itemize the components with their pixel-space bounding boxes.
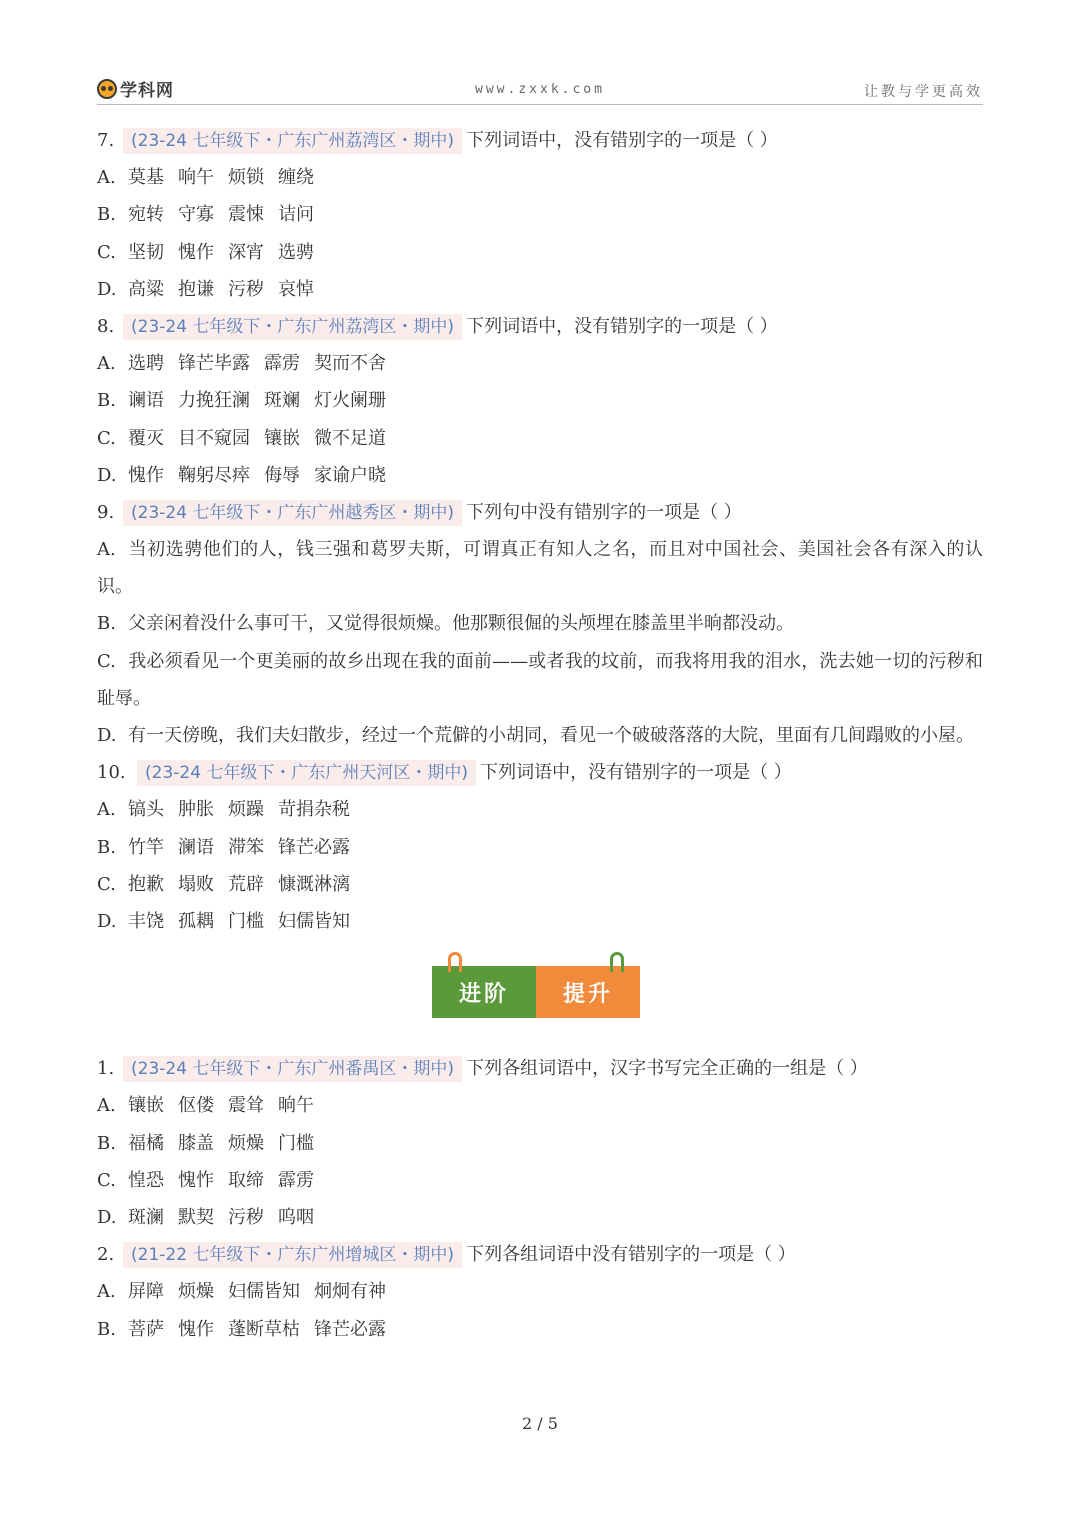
binder-clip-icon bbox=[448, 952, 462, 972]
question-8: 8. (23-24 七年级下・广东广州荔湾区・期中) 下列词语中，没有错别字的一项是（ ） bbox=[97, 308, 983, 345]
question-9: 9. (23-24 七年级下・广东广州越秀区・期中) 下列句中没有错别字的一项是（ ） bbox=[97, 494, 983, 531]
option-a: A. 莫基 响午 烦锁 缠绕 bbox=[97, 167, 314, 189]
question-7: 7. (23-24 七年级下・广东广州荔湾区・期中) 下列词语中，没有错别字的一项是（ ） bbox=[97, 122, 983, 159]
source-tag: (23-24 七年级下・广东广州越秀区・期中) bbox=[123, 500, 462, 526]
option-b: B. 父亲闲着没什么事可干，又觉得很烦燥。他那颗很倔的头颅埋在膝盖里半晌都没动。 bbox=[97, 613, 794, 635]
slogan: 让教与学更高效 bbox=[864, 84, 983, 100]
option-b: B. 福橘 膝盖 烦燥 门槛 bbox=[97, 1132, 314, 1154]
option-d: D. 丰饶 孤耦 门槛 妇儒皆知 bbox=[97, 911, 350, 933]
question-stem: 下列词语中，没有错别字的一项是（ ） bbox=[466, 130, 778, 151]
option-a: A. 当初选骋他们的人，钱三强和葛罗夫斯，可谓真正有知人之名，而且对中国社会、美国社会各有深入的认识。 bbox=[97, 539, 983, 598]
option-d: D. 愧作 鞠躬尽瘁 侮辱 家谕户晓 bbox=[97, 464, 386, 486]
option-d: D. 有一天傍晚，我们夫妇散步，经过一个荒僻的小胡同，看见一个破破落落的大院，里面有几间蹋败的小屋。 bbox=[97, 725, 974, 747]
option-b: B. 竹竿 澜语 滞笨 锋芒必露 bbox=[97, 836, 350, 858]
source-tag: (23-24 七年级下・广东广州荔湾区・期中) bbox=[123, 314, 462, 340]
page-header bbox=[97, 74, 983, 105]
source-tag: (23-24 七年级下・广东广州天河区・期中) bbox=[137, 760, 476, 786]
question-stem: 下列词语中，没有错别字的一项是（ ） bbox=[466, 315, 778, 337]
logo-text: 学科网 bbox=[120, 81, 174, 101]
question-advanced-2: 2. (21-22 七年级下・广东广州增城区・期中) 下列各组词语中没有错别字的一项是（ ） bbox=[97, 1236, 983, 1273]
option-c: C. 覆灭 目不窥园 镶嵌 微不足道 bbox=[97, 427, 386, 449]
option-c: C. 我必须看见一个更美丽的故乡出现在我的面前——或者我的坟前，而我将用我的泪水，洗去她一切的污秽和耻辱。 bbox=[97, 650, 983, 709]
banner-right-label: 提升 bbox=[536, 966, 640, 1018]
question-stem: 下列句中没有错别字的一项是（ ） bbox=[466, 501, 742, 523]
option-c: C. 抱歉 塌败 荒辟 慷溉淋漓 bbox=[97, 873, 350, 895]
question-content bbox=[97, 122, 983, 1348]
source-tag: (21-22 七年级下・广东广州增城区・期中) bbox=[123, 1242, 462, 1268]
option-b: B. 宛转 守寡 震悚 诘问 bbox=[97, 204, 314, 226]
question-stem: 下列各组词语中没有错别字的一项是（ ） bbox=[466, 1244, 796, 1266]
option-c: C. 坚韧 愧作 深宵 选骋 bbox=[97, 241, 314, 263]
banner-left-label: 进阶 bbox=[432, 966, 536, 1018]
source-tag: (23-24 七年级下・广东广州荔湾区・期中) bbox=[123, 128, 462, 154]
site-url: www.zxxk.com bbox=[475, 82, 605, 97]
binder-clip-icon bbox=[610, 952, 624, 972]
question-stem: 下列词语中，没有错别字的一项是（ ） bbox=[480, 762, 792, 784]
option-d: D. 斑澜 默契 污秽 呜咽 bbox=[97, 1206, 314, 1228]
page-number: 2 / 5 bbox=[522, 1414, 558, 1433]
option-a: A. 镐头 肿胀 烦躁 苛捐杂税 bbox=[97, 799, 350, 821]
option-b: B. 谰语 力挽狂澜 斑斓 灯火阑珊 bbox=[97, 390, 386, 412]
option-c: C. 惶恐 愧怍 取缔 霹雳 bbox=[97, 1169, 314, 1191]
question-advanced-1: 1. (23-24 七年级下・广东广州番禺区・期中) 下列各组词语中，汉字书写完全正确的一组是（ ） bbox=[97, 1050, 983, 1087]
section-banner bbox=[432, 966, 640, 1018]
option-a: A. 选聘 锋芒毕露 霹雳 契而不舍 bbox=[97, 353, 386, 375]
option-a: A. 镶嵌 伛偻 震耸 晌午 bbox=[97, 1095, 314, 1117]
section-banner-area bbox=[97, 940, 983, 1050]
source-tag: (23-24 七年级下・广东广州番禺区・期中) bbox=[123, 1056, 462, 1082]
option-b: B. 菩萨 愧作 蓬断草枯 锋芒必露 bbox=[97, 1318, 386, 1340]
question-stem: 下列各组词语中，汉字书写完全正确的一组是（ ） bbox=[466, 1058, 868, 1080]
option-d: D. 高粱 抱谦 污秽 哀悼 bbox=[97, 278, 314, 300]
option-a: A. 屏障 烦燥 妇儒皆知 炯炯有神 bbox=[97, 1281, 386, 1303]
question-10: 10. (23-24 七年级下・广东广州天河区・期中) 下列词语中，没有错别字的一项是（ ） bbox=[97, 754, 983, 791]
